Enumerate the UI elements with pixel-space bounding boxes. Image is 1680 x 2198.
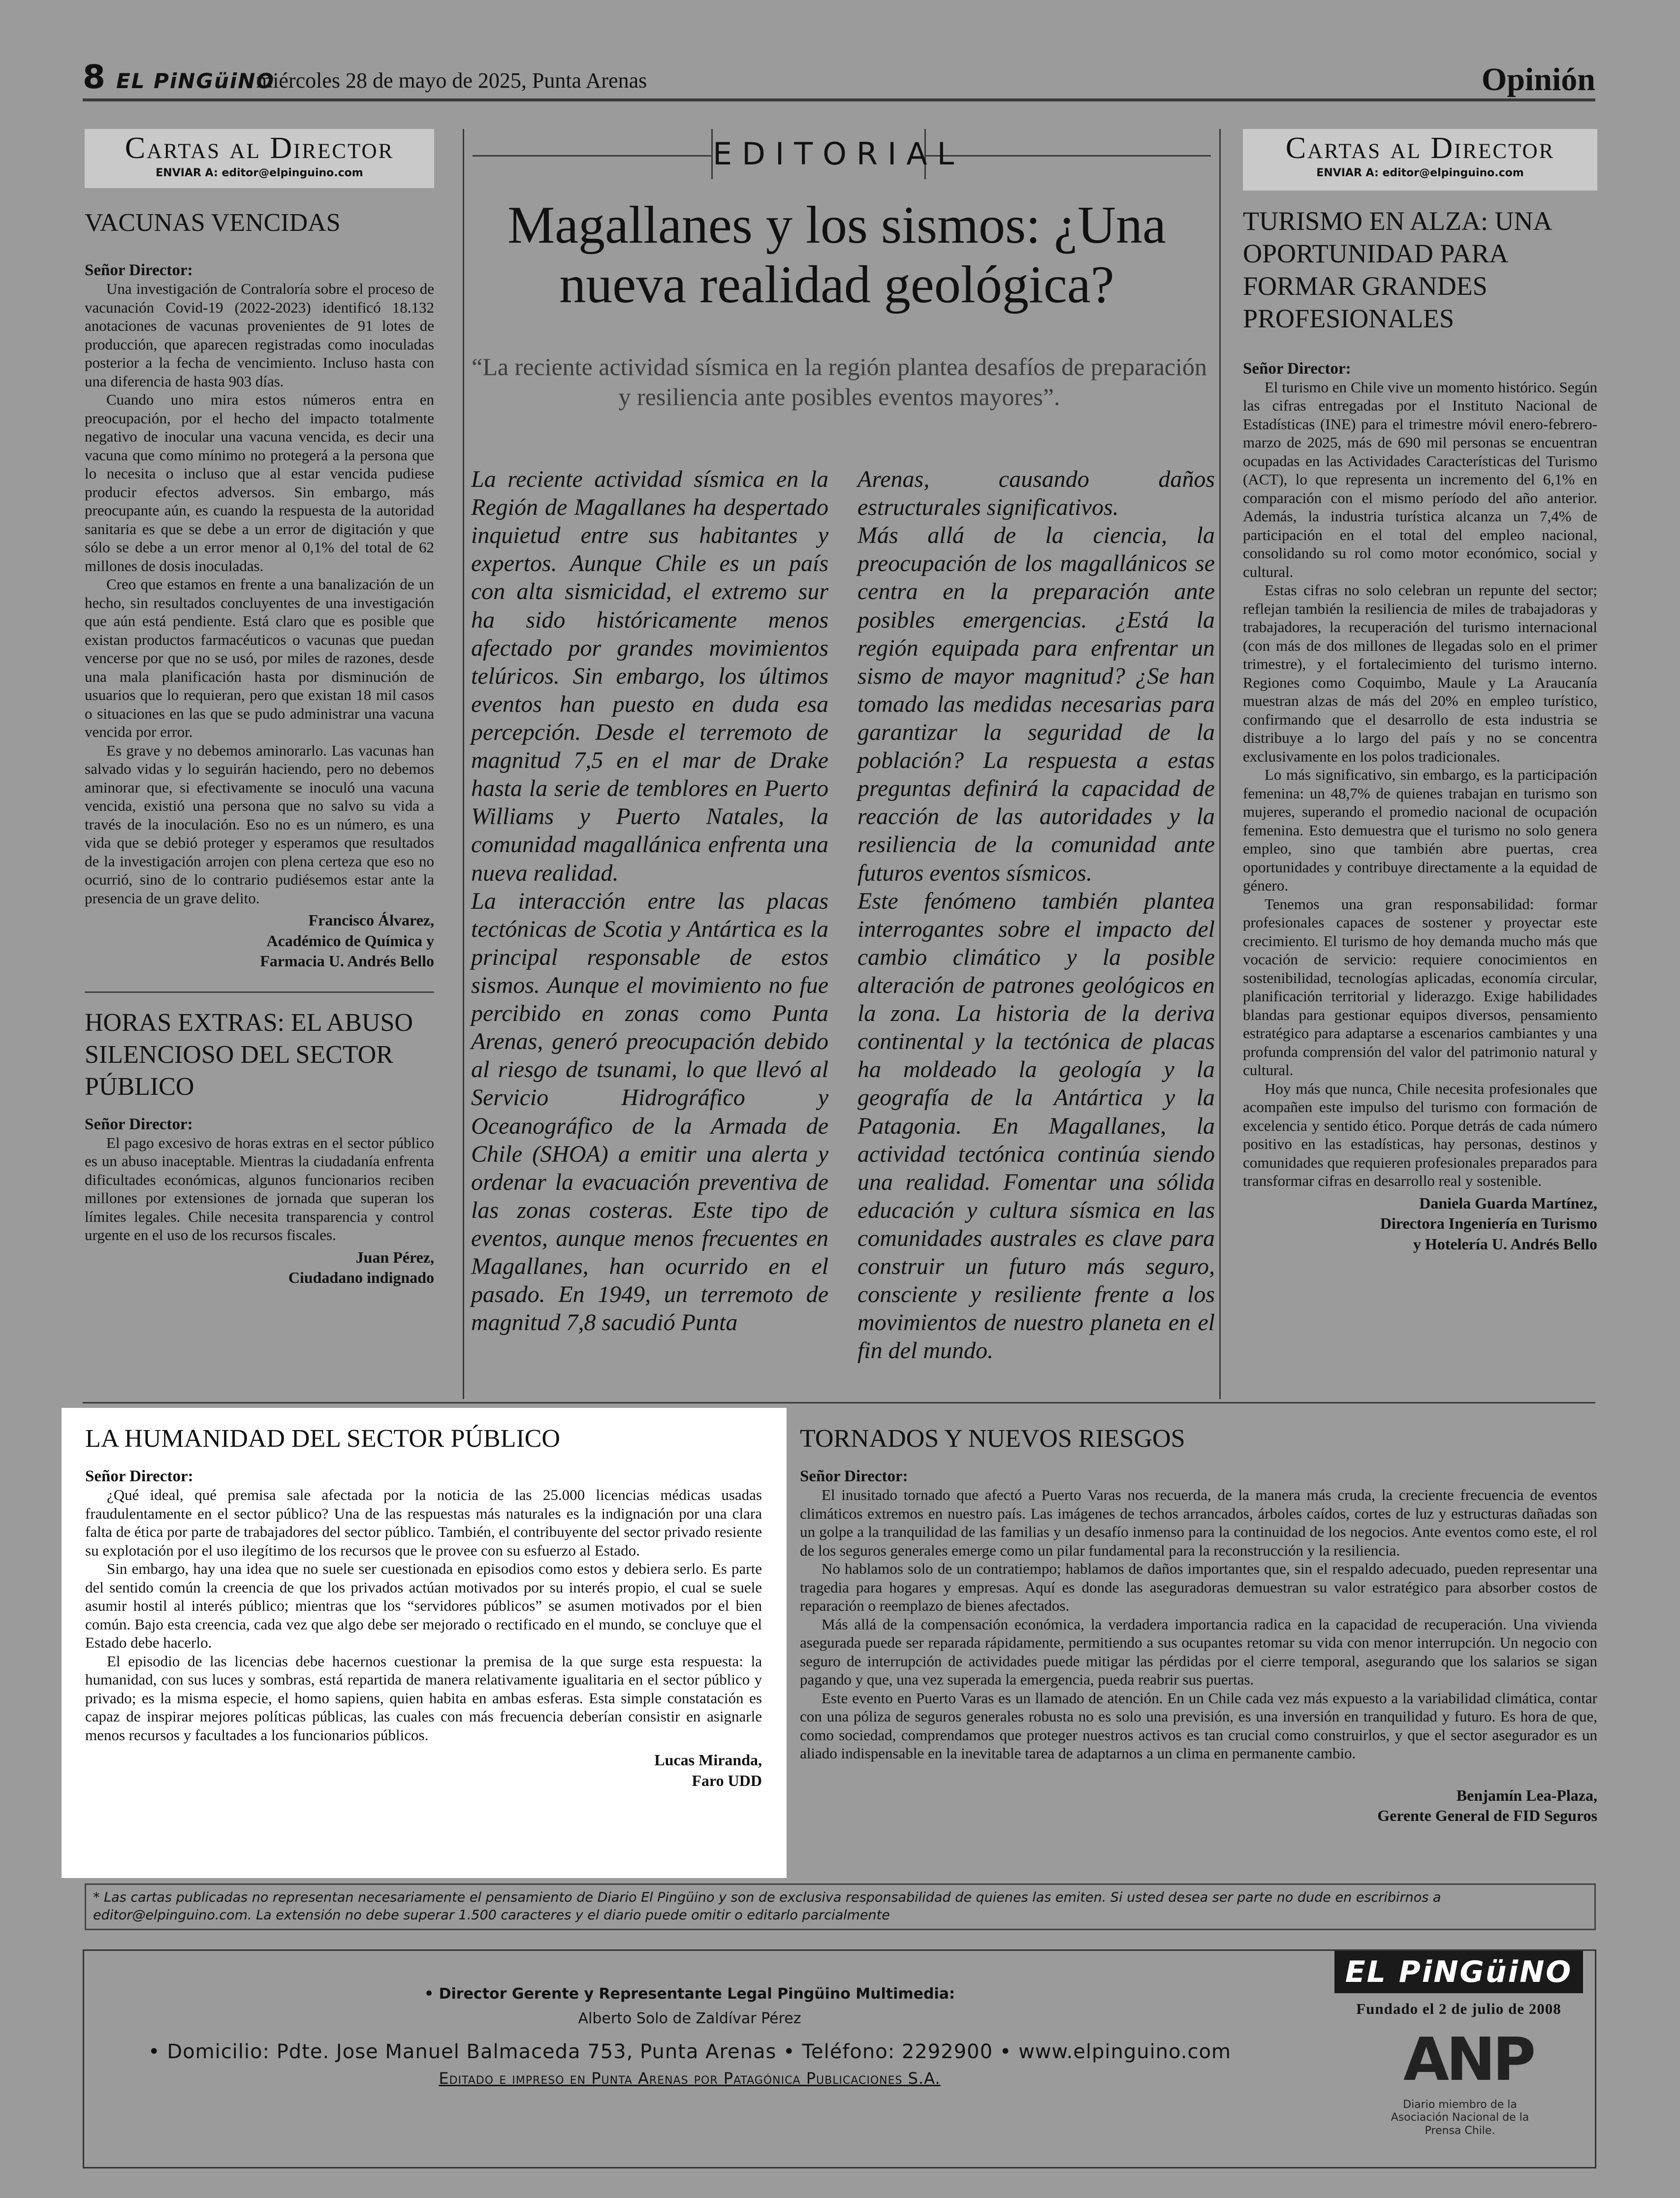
signature-line: Lucas Miranda, <box>654 1751 762 1769</box>
cartas-box-right <box>1243 129 1597 191</box>
signature-line: Benjamín Lea-Plaza, <box>1456 1786 1597 1804</box>
paragraph: El turismo en Chile vive un momento histórico. Según las cifras entregadas por el Instituto Nacional de Estadísticas (INE) para el trimestre móvil enero-febrero-marzo de 2025, más de 690 mil personas se encuentran ocupadas en las Actividades Características del Turismo (ACT), lo que representa un incremento del 6,1% en comparación con el mismo período del año anterior. Además, la industria turística alcanza un 7,4% de participación en el total del empleo nacional, consolidando su rol como motor económico, social y cultural. <box>1243 378 1597 580</box>
paragraph: Cuando uno mira estos números entra en preocupación, por el hecho del impacto totalmente negativo de inocular una vacuna vencida, es decir una vacuna que como mínimo no protegerá a la persona que lo necesita o incluso que al estar vencida pudiese producir efectos adversos. Sin embargo, más preocupante aún, es cuando la respuesta de la autoridad sanitaria es que se debe a un error de digitación y que sólo se debe a un error menor al 0,1% del total de 62 millones de dosis inoculadas. <box>85 391 434 574</box>
salutation: Señor Director: <box>800 1467 908 1485</box>
editorial-quote: “La reciente actividad sísmica en la región plantea desafíos de preparación y resiliencia ante posibles eventos mayores”. <box>472 353 1207 411</box>
cartas-email: ENVIAR A: editor@elpinguino.com <box>156 167 363 180</box>
salutation: Señor Director: <box>85 261 193 279</box>
paragraph: No hablamos solo de un contratiempo; hablamos de daños importantes que, sin el respaldo adecuado, pueden representar una tragedia para hogares y empresas. Aquí es donde las aseguradoras demuestran su valor estratégico para absorber costos de reparación o reemplazo de bienes afectados. <box>800 1560 1597 1614</box>
section-rule <box>83 1402 1595 1403</box>
editorial-col-2 <box>857 465 1215 1365</box>
paragraph: El inusitado tornado que afectó a Puerto Varas nos recuerda, de la manera más cruda, la creciente frecuencia de eventos climáticos extremos en nuestro país. Las imágenes de techos arrancados, árboles caídos, cortes de luz y estructuras dañadas son un golpe a la tranquilidad de las familias y un desafío inmenso para la continuidad de los negocios. Ante eventos como este, el rol de los seguros generales emerge como un pilar fundamental para la reconstrucción y la resiliencia. <box>800 1486 1597 1559</box>
paragraph: ¿Qué ideal, qué premisa sale afectada por la noticia de las 25.000 licencias médicas usadas fraudulentamente en el sector público? Una de las respuestas más naturales es la indignación por una clara falta de ética por parte de trabajadores del sector público. También, el contribuyente del sector privado resiente su explotación por el uso ilegítimo de los recursos que le provee con su esfuerzo al Estado. <box>85 1486 762 1559</box>
paragraph: Sin embargo, hay una idea que no suele ser cuestionada en episodios como estos y debiera serlo. Es parte del sentido común la creencia de que los privados actúan motivados por su interés propio, el cual se suele asumir hostil al interés público; mientras que los “servidores públicos” se asumen motivados por el bien común. Bajo esta creencia, cada vez que algo debe ser mejorado o rectificado en el mundo, se concluye que el Estado debe hacerlo. <box>85 1560 762 1651</box>
cartas-box-left <box>85 129 434 188</box>
date-line: miércoles 28 de mayo de 2025, Punta Arenas <box>256 68 647 93</box>
signature-line: Daniela Guarda Martínez, <box>1419 1194 1597 1212</box>
header-rule <box>83 98 1595 101</box>
editorial-paragraph: La reciente actividad sísmica en la Región de Magallanes ha despertado inquietud entre sus habitantes y expertos. Aunque Chile es un país con alta sismicidad, el extremo sur ha sido históricamente menos afectado por grandes movimientos telúricos. Sin embargo, los últimos eventos han puesto en duda esa percepción. Desde el terremoto de magnitud 7,5 en el mar de Drake hasta la serie de temblores en Puerto Williams y Puerto Natales, la comunidad magallánica enfrenta una nueva realidad. <box>471 466 828 886</box>
paragraph: El pago excesivo de horas extras en el sector público es un abuso inaceptable. Mientras la ciudadanía enfrenta dificultades económicas, algunos funcionarios reciben millones por extensiones de jornada que superan los límites legales. Chile necesita transparencia y control urgente en el uso de los recursos fiscales. <box>85 1134 434 1244</box>
footer-director-name: Alberto Solo de Zaldívar Pérez <box>578 2010 801 2027</box>
signature-line: Directora Ingeniería en Turismo <box>1380 1214 1597 1233</box>
signature <box>85 910 434 972</box>
column-rule <box>463 129 464 1399</box>
cartas-title: Cartas al Director <box>125 131 394 165</box>
footnote: * Las cartas publicadas no representan necesariamente el pensamiento de Diario El Pingüino y son de exclusiva responsabilidad de quienes las emiten. Si usted desea ser parte no dude en escribirnos a editor@elpinguino.com. La extensión no debe superar 1.500 caracteres y el diario puede omitir o editarlo parcialmente <box>85 1883 1596 1930</box>
salutation: Señor Director: <box>1243 359 1351 378</box>
footer-director-label: • Director Gerente y Representante Legal Pingüino Multimedia: <box>424 1985 955 2003</box>
letter-title: TURISMO EN ALZA: UNA OPORTUNIDAD PARA FORMAR GRANDES PROFESIONALES <box>1243 206 1551 333</box>
separator <box>85 991 434 993</box>
right-column <box>1243 129 1597 1254</box>
footer-address: • Domicilio: Pdte. Jose Manuel Balmaceda 753, Punta Arenas • Teléfono: 2292900 • www.elpinguino.com <box>148 2040 1231 2063</box>
letter-title: HORAS EXTRAS: EL ABUSO SILENCIOSO DEL SECTOR PÚBLICO <box>85 1008 413 1101</box>
signature <box>85 1247 434 1288</box>
paragraph: Es grave y no debemos aminorarlo. Las vacunas han salvado vidas y lo seguirán haciendo, pero no debemos aminorar que, si efectivamente se inoculó una vacuna vencida, existió una persona que no salvo su vida a través de la inoculación. Eso no es un número, es una vida que se debió proteger y esperamos que resultados de la investigación arrojen con plena certeza que eso no ocurrió, sino de lo contrario pudiésemos estar ante la presencia de un grave delito. <box>85 741 434 907</box>
letter-title: LA HUMANIDAD DEL SECTOR PÚBLICO <box>85 1425 560 1453</box>
editorial-paragraph: La interacción entre las placas tectónicas de Scotia y Antártica es la principal responsable de estos sismos. Aunque el movimiento no fue percibido en zonas como Punta Arenas, generó preocupación debido al riesgo de tsunami, lo que llevó al Servicio Hidrográfico y Oceanográfico de la Armada de Chile (SHOA) a emitir una alerta y ordenar la evacuación preventiva de las zonas costeras. Este tipo de eventos, aunque menos frecuentes en Magallanes, han ocurrido en el pasado. En 1949, un terremoto de magnitud 7,8 sacudió Punta <box>471 888 828 1336</box>
bottom-left-letter <box>62 1408 787 1878</box>
paragraph: Una investigación de Contraloría sobre el proceso de vacunación Covid-19 (2022-2023) identificó 18.132 anotaciones de vacunas provenientes de 91 lotes de producción, que aparecen registradas como inoculadas posterior a la fecha de vencimiento. Incluso hasta con una diferencia de hasta 903 días. <box>85 280 434 390</box>
footer-logo: EL PiNGüiNO <box>1334 1951 1583 1993</box>
letter-body <box>800 1486 1597 1763</box>
paragraph: Creo que estamos en frente a una banalización de un hecho, sin resultados concluyentes de una investigación que aún está pendiente. Está claro que es posible que existan productos farmacéuticos o vacunas que puedan vencerse por que no se usó, por miles de razones, desde una mala planificación hasta por disminución de usuarios que lo requieran, pero que existan 18 mil casos o situaciones en las que se pudo administrar una vacuna vencida por error. <box>85 575 434 740</box>
paragraph: Estas cifras no solo celebran un repunte del sector; reflejan también la resiliencia de miles de trabajadoras y trabajadores, la recuperación del turismo internacional (con más de dos millones de llegadas solo en el primer trimestre), y el fortalecimiento del turismo interno. Regiones como Coquimbo, Maule y La Araucanía muestran alzas de más del 20% en empleo turístico, confirmando que el desarrollo de esta industria se distribuye a lo largo del país y no se concentra exclusivamente en los polos tradicionales. <box>1243 581 1597 765</box>
signature-line: y Hotelería U. Andrés Bello <box>1413 1235 1597 1253</box>
paragraph: Hoy más que nunca, Chile necesita profesionales que acompañen este impulso del turismo con formación de excelencia y sentido ético. Porque detrás de cada número positivo en las estadísticas, hay personas, destinos y comunidades que requieren profesionales preparados para transformar cifras en desarrollo real y sostenible. <box>1243 1080 1597 1189</box>
letter-title: TORNADOS Y NUEVOS RIESGOS <box>800 1425 1185 1453</box>
editorial-paragraph: Este fenómeno también plantea interrogantes sobre el impacto del cambio climático y la posible alteración de patrones geológicos en la zona. La historia de la deriva continental y la tectónica de placas ha moldeado la geología y la geografía de la Antártica y la Patagonia. En Magallanes, la actividad tectónica continúa siendo una realidad. Fomentar una sólida educación y cultura sísmica en las comunidades australes es clave para construir un futuro más seguro, consciente y resiliente frente a los movimientos de nuestro planeta en el fin del mundo. <box>857 888 1215 1364</box>
signature-line: Juan Pérez, <box>355 1248 434 1266</box>
letter-body <box>1243 378 1597 1190</box>
signature <box>800 1785 1597 1826</box>
left-column <box>85 129 434 1288</box>
section-title: Opinión <box>1481 62 1595 97</box>
signature-line: Farmacia U. Andrés Bello <box>260 952 434 970</box>
paragraph: Más allá de la compensación económica, la verdadera importancia radica en la capacidad de recuperación. Una vivienda asegurada puede ser reparada rápidamente, permitiendo a sus ocupantes retomar su vida con menor interrupción. Un negocio con seguro de interrupción de actividades puede mitigar las pérdidas por el cierre temporal, asegurando que los salarios se sigan pagando y que, una vez superada la emergencia, pueda reabrir sus puertas. <box>800 1615 1597 1688</box>
letter-body <box>85 280 434 907</box>
signature-line: Ciudadano indignado <box>288 1269 434 1287</box>
signature-line: Académico de Química y <box>266 931 434 950</box>
footer-printed: Editado e impreso en Punta Arenas por Patagónica Publicaciones S.A. <box>439 2069 941 2088</box>
signature <box>85 1750 762 1791</box>
editorial-label: EDITORIAL <box>711 129 926 179</box>
footer-box <box>83 1949 1596 2168</box>
masthead-logo: EL PiNGüiNO <box>116 69 275 93</box>
paragraph: El episodio de las licencias debe hacernos cuestionar la premisa de la que surge esta respuesta: la humanidad, con sus luces y sombras, está repartida de manera relativamente igualitaria en el sector público y privado; es la misma especie, el homo sapiens, quien habita en ambas esferas. Esta simple constatación es capaz de inspirar mejores políticas públicas, las cuales con más frecuencia deberían consistir en asignarle menos recursos y facultades a los funcionarios públicos. <box>85 1652 762 1744</box>
editorial-paragraph: Más allá de la ciencia, la preocupación de los magallánicos se centra en la preparación ante posibles emergencias. ¿Está la región equipada para enfrentar un sismo de mayor magnitud? ¿Se han tomado las medidas necesarias para garantizar la seguridad de la población? La respuesta a estas preguntas definirá la capacidad de reacción de las autoridades y la resiliencia de la comunidad ante futuros eventos sísmicos. <box>857 522 1215 886</box>
salutation: Señor Director: <box>85 1115 193 1133</box>
editorial-title: Magallanes y los sismos: ¿Una nueva realidad geológica? <box>507 196 1166 314</box>
anp-logo: ANP <box>1403 2026 1533 2094</box>
letter-body <box>85 1486 762 1744</box>
signature-line: Gerente General de FID Seguros <box>1377 1807 1597 1825</box>
salutation: Señor Director: <box>85 1467 193 1485</box>
letter-title: VACUNAS VENCIDAS <box>85 209 341 237</box>
signature <box>1243 1193 1597 1255</box>
footer-founded: Fundado el 2 de julio de 2008 <box>1356 2000 1561 2017</box>
bottom-right-letter <box>800 1423 1597 1826</box>
signature-line: Francisco Álvarez, <box>308 911 434 929</box>
column-rule <box>1219 129 1221 1399</box>
paragraph: Lo más significativo, sin embargo, es la participación femenina: un 48,7% de quienes trabajan en turismo son mujeres, superando el promedio nacional de ocupación femenina. Esto demuestra que el turismo no solo genera empleo, sino que también abre puertas, crea oportunidades y contribuye directamente a la equidad de género. <box>1243 766 1597 894</box>
signature-line: Faro UDD <box>692 1771 762 1789</box>
editorial-col-1 <box>471 465 828 1337</box>
cartas-title: Cartas al Director <box>1285 131 1555 165</box>
paragraph: Este evento en Puerto Varas es un llamado de atención. En un Chile cada vez más expuesto a la variabilidad climática, contar con una póliza de seguros generales robusta no es solo una previsión, es una inversión en tranquilidad y futuro. Es hora de que, como sociedad, comprendamos que proteger nuestros activos es tan crucial como construirlos, y que el sector asegurador es un aliado indispensable en la inevitable tarea de adaptarnos a un clima en permanente cambio. <box>800 1689 1597 1762</box>
cartas-email: ENVIAR A: editor@elpinguino.com <box>1316 167 1524 180</box>
paragraph: Tenemos una gran responsabilidad: formar profesionales capaces de sostener y proyectar este crecimiento. El turismo de hoy demanda mucho más que vocación de servicio: requiere conocimientos en sostenibilidad, tecnologías aplicadas, economía circular, planificación territorial y liderazgo. Exige habilidades blandas para gestionar equipos diversos, pensamiento estratégico para adaptarse a escenarios cambiantes y una profunda comprensión del valor del patrimonio natural y cultural. <box>1243 895 1597 1079</box>
letter-body <box>85 1134 434 1244</box>
editorial-paragraph: Arenas, causando daños estructurales significativos. <box>857 466 1215 521</box>
anp-caption: Diario miembro de la Asociación Nacional de la Prensa Chile. <box>1391 2099 1529 2137</box>
page-number: 8 <box>83 58 105 96</box>
